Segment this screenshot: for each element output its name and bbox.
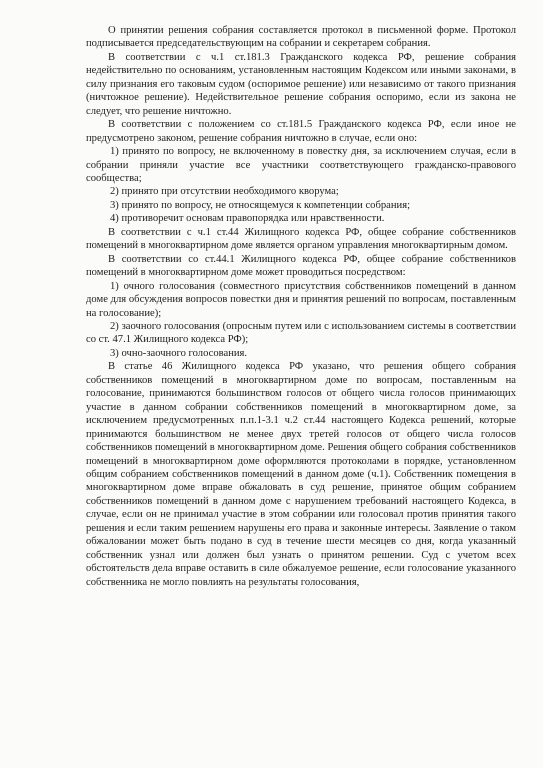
list-item-3: 3) принято по вопросу, не относящемуся к компетенции собрания; xyxy=(110,199,411,211)
list-item-2: 2) принято при отсутствии необходимого кворума; xyxy=(110,186,339,198)
voting-item-1: 1) очного голосования (совместного присутствия собственников помещений в данном доме для обсуждения вопросов повестки дня и принятия решений по вопросам, поставленным на голосование); xyxy=(86,280,516,319)
paragraph-zhk-46: В статье 46 Жилищного кодекса РФ указано, что решения общего собрания собственников помещений в многоквартирном доме по вопросам, поставленным на голосование, принимаются большинством голосов от общего числа голосов принимающих участие в данном собрании собственников помещений в многоквартирном доме, за исключением предусмотренных п.п.1-3.1 ч.2 ст.44 настоящего Кодекса решений, которые принимаются большинством не менее двух третей голосов от общего числа голосов собственников помещений в многоквартирном доме. Решения общего собрания собственников помещений в многоквартирном доме оформляются протоколами в порядке, установленном общим собранием собственников помещений в данном доме (ч.1). Собственник помещения в многоквартирном доме вправе обжаловать в суд решение, принятое общим собранием собственников помещений в данном доме с нарушением требований настоящего Кодекса, в случае, если он не принимал участие в этом собрании или голосовал против принятия такого решения и если таким решением нарушены его права и законные интересы. Заявление о таком обжаловании может быть подано в суд в течение шести месяцев со дня, когда указанный собственник узнал или должен был узнать о принятом решении. Суд с учетом всех обстоятельств дела вправе оставить в силе обжалуемое решение, если голосование указанного собственника не могло повлиять на результаты голосования, xyxy=(86,361,516,588)
voting-item-3: 3) очно-заочного голосования. xyxy=(110,347,248,359)
paragraph-zhk-44-1: В соответствии со ст.44.1 Жилищного кодекса РФ, общее собрание собственников помещений в многоквартирном доме может проводиться посредством: xyxy=(86,253,516,279)
paragraph-gk-181-3: В соответствии с ч.1 ст.181.3 Гражданского кодекса РФ, решение собрания недействительно по основаниям, установленным настоящим Кодексом или иными законами, в силу признания его таковым судом (оспоримое решение) или независимо от такого признания (ничтожное решение). Недействительное решение собрания оспоримо, если из закона не следует, что решение ничтожно. xyxy=(86,51,516,117)
list-item-4: 4) противоречит основам правопорядка или нравственности. xyxy=(110,213,385,225)
paragraph-protocol: О принятии решения собрания составляется протокол в письменной форме. Протокол подписывается председательствующим на собрании и секретарем собрания. xyxy=(86,25,516,50)
paragraph-gk-181-5: В соответствии с положением со ст.181.5 Гражданского кодекса РФ, если иное не предусмотрено законом, решение собрания ничтожно в случае, если оно: xyxy=(86,119,516,144)
voting-item-2: 2) заочного голосования (опросным путем или с использованием системы в соответствии со ст. 47.1 Жилищного кодекса РФ); xyxy=(86,320,516,346)
list-item-1: 1) принято по вопросу, не включенному в повестку дня, за исключением случая, если в собрании приняли участие все участники соответствующего гражданско-правового сообщества; xyxy=(86,146,516,184)
paragraph-zhk-44: В соответствии с ч.1 ст.44 Жилищного кодекса РФ, общее собрание собственников помещений в многоквартирном доме является органом управления многоквартирным домом. xyxy=(86,226,516,252)
document-body xyxy=(86,24,516,589)
